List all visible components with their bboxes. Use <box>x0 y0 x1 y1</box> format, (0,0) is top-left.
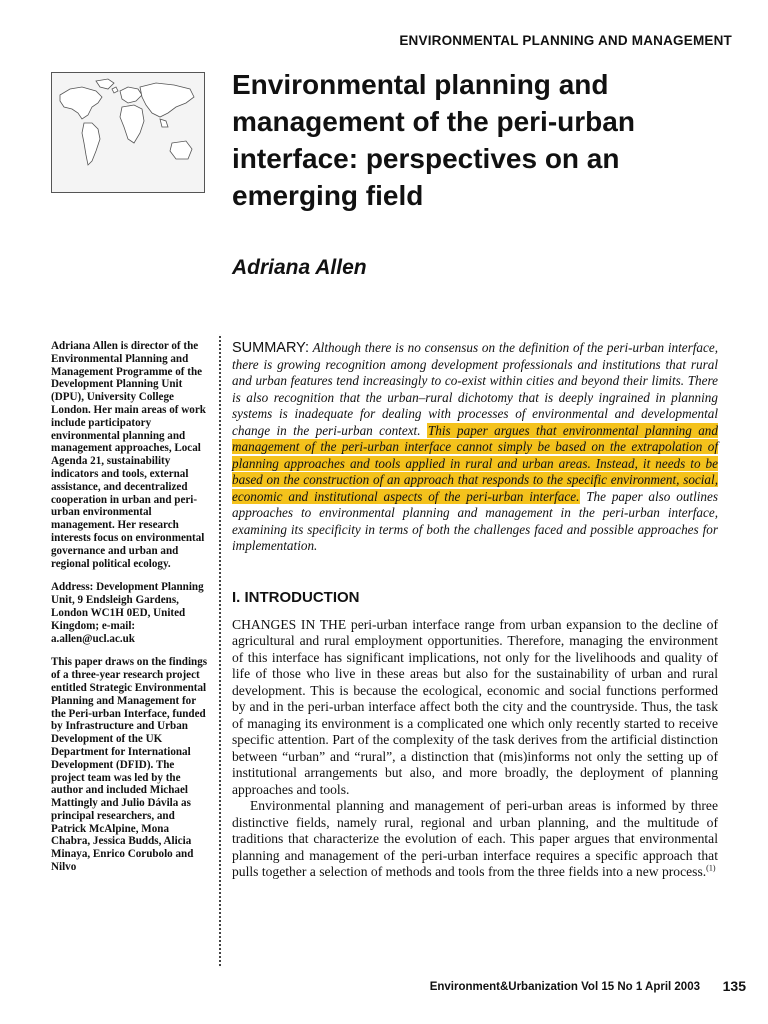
page-number: 135 <box>722 978 746 994</box>
intro-paragraph-2 <box>232 798 718 881</box>
intro-paragraph-2-text: Environmental planning and management of peri-urban areas is informed by three distinctive fields, namely rural, regional and urban planning, and the multitude of traditions that characterize the evolution of each. This paper argues that environmental planning and management of the peri-urban interface requires a specific approach that pulls together a selection of methods and tools from the three fields into a new process. <box>232 798 718 879</box>
running-header: ENVIRONMENTAL PLANNING AND MANAGEMENT <box>399 33 732 48</box>
author-sidebar <box>51 340 209 885</box>
summary-text-before: Although there is no consensus on the definition of the peri-urban interface, there is growing recognition among development professionals and institutions that rural and urban features tend increasingly to co-exist within cities and beyond their limits. There is also recognition that the urban–rural dichotomy that is deeply ingrained in planning systems is inadequate for dealing with processes of environmental and developmental change in the peri-urban context. <box>232 340 718 438</box>
summary-block <box>232 340 718 555</box>
footnote-ref[interactable]: (1) <box>706 863 716 873</box>
article-title: Environmental planning and management of the peri-urban interface: perspectives on an emerging field <box>232 69 635 211</box>
column-divider <box>219 336 221 966</box>
main-column <box>232 340 718 881</box>
article-author: Adriana Allen <box>232 256 367 279</box>
author-bio: Adriana Allen is director of the Environmental Planning and Management Programme of the Development Planning Unit (DPU), University College London. Her main areas of work include participatory environmental planning and management approaches, Local Agenda 21, sustainability indicators and tools, external assistance, and decentralized cooperation in urban and peri-urban environmental management. Her research interests focus on environmental governance and urban and regional political ecology. <box>51 340 206 570</box>
author-address: Address: Development Planning Unit, 9 Endsleigh Gardens, London WC1H 0ED, United Kingdom; e-mail: a.allen@ucl.ac.uk <box>51 581 204 645</box>
summary-text-after: The paper also outlines approaches to environmental planning and management in the peri-urban interface, examining its specificity in terms of both the challenges faced and possible approaches for implementation. <box>232 488 718 553</box>
summary-highlight: This paper argues that environmental planning and management of the peri-urban interface cannot simply be based on the extrapolation of planning approaches and tools applied in rural and urban areas. Instead, it needs to be based on the construction of an approach that responds to the specific environment, social, economic and institutional aspects of the peri-urban interface. <box>232 422 718 504</box>
summary-label: SUMMARY: <box>232 340 310 356</box>
world-map-icon <box>51 72 205 193</box>
journal-citation: Environment&Urbanization Vol 15 No 1 April 2003 <box>429 981 700 993</box>
section-heading: I. INTRODUCTION <box>232 588 360 606</box>
research-note: This paper draws on the findings of a three-year research project entitled Strategic Environmental Planning and Management for the Peri-urban Interface, funded by Infrastructure and Urban Development of the UK Department for International Development (DFID). The project team was led by the author and included Michael Mattingly and Julio Dávila as principal researchers, and Patrick McAlpine, Mona Chabra, Jessica Budds, Alicia Minaya, Enrico Corubolo and Nilvo <box>51 656 208 874</box>
intro-paragraph-1: CHANGES IN THE peri-urban interface range from urban expansion to the decline of agricultural and rural employment opportunities. Therefore, managing the environment of this interface has significant implications, not only for the livelihoods and quality of life of those who live in these areas but also for the sustainability of urban and rural development. This is because the ecological, economic and social functions performed by and in the peri-urban interface affect both the city and the countryside. Thus, the task of managing its environment is a complicated one which only recently started to receive specific attention. Part of the complexity of the task derives from the artificial distinction between “urban” and “rural”, a distinction that (mis)informs not only the setting up of institutional arrangements but also, and more broadly, the deployment of planning approaches and tools. <box>232 616 718 797</box>
